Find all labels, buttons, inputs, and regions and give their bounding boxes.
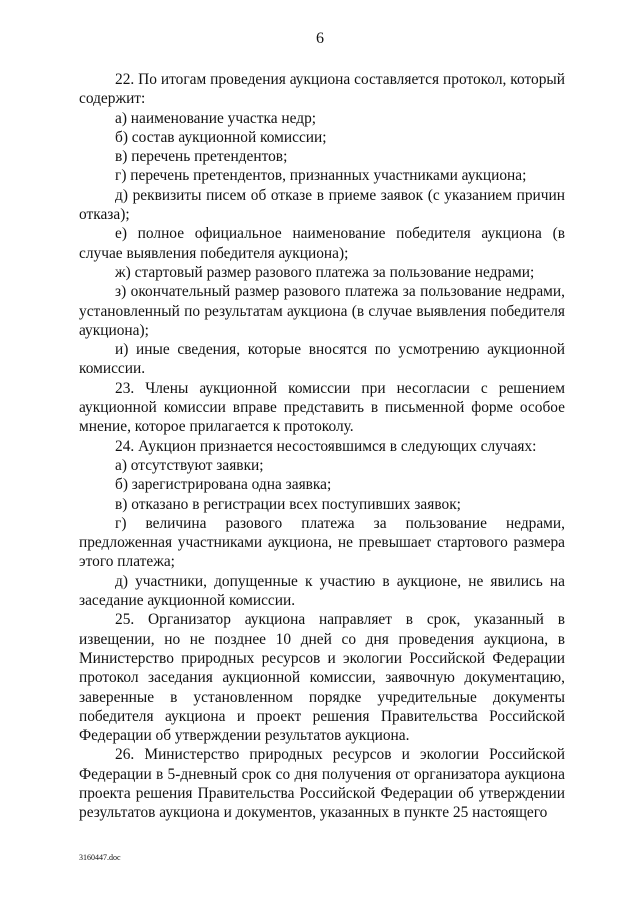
item-22-d: д) реквизиты писем об отказе в приеме заявок (с указанием причин отказа); <box>79 186 565 224</box>
footer-filename: 3160447.doc <box>79 853 121 862</box>
item-22-v: в) перечень претендентов; <box>115 148 288 166</box>
item-22-b: б) состав аукционной комиссии; <box>115 128 327 146</box>
paragraph-25: 25. Организатор аукциона направляет в срок, указанный в извещении, но не позднее 10 дней со дня проведения аукциона, в Министерство природных ресурсов и экологии Российской Федерации протокол заседания аукционной комиссии, заявочную документацию, заверенные в установленном порядке учредительные документы победителя аукциона и проект решения Правительства Российской Федерации об утверждении результатов аукциона. <box>79 611 565 745</box>
item-24-g: г) величина разового платежа за пользование недрами, предложенная участниками аукциона, не превышает стартового размера этого платежа; <box>79 514 565 571</box>
item-22-e: е) полное официальное наименование победителя аукциона (в случае выявления победителя аукциона); <box>79 225 565 262</box>
item-24-a: а) отсутствуют заявки; <box>115 456 264 474</box>
paragraph-24: 24. Аукцион признается несостоявшимся в следующих случаях: <box>115 437 537 455</box>
item-24-v: в) отказано в регистрации всех поступивших заявок; <box>115 495 461 513</box>
item-22-a: а) наименование участка недр; <box>115 109 317 127</box>
page-number: 6 <box>316 30 324 47</box>
item-24-d: д) участники, допущенные к участию в аукционе, не явились на заседание аукционной комиссии. <box>79 572 565 610</box>
paragraph-26: 26. Министерство природных ресурсов и экологии Российской Федерации в 5-дневный срок со дня получения от организатора аукциона проекта решения Правительства Российской Федерации об утверждении результатов аукциона и документов, указанных в пункте 25 настоящего <box>79 746 565 822</box>
item-22-z: з) окончательный размер разового платежа за пользование недрами, установленный по результатам аукциона (в случае выявления победителя аукциона); <box>79 283 565 339</box>
document-body <box>79 70 565 823</box>
paragraph-22: 22. По итогам проведения аукциона составляется протокол, который содержит: <box>79 71 565 108</box>
item-24-b: б) зарегистрирована одна заявка; <box>115 476 332 494</box>
item-22-i: и) иные сведения, которые вносятся по усмотрению аукционной комиссии. <box>79 341 565 378</box>
item-22-zh: ж) стартовый размер разового платежа за пользование недрами; <box>115 263 535 281</box>
item-22-g: г) перечень претендентов, признанных участниками аукциона; <box>115 167 527 185</box>
paragraph-23: 23. Члены аукционной комиссии при несогласии с решением аукционной комиссии вправе представить в письменной форме особое мнение, которое прилагается к протоколу. <box>79 379 565 436</box>
